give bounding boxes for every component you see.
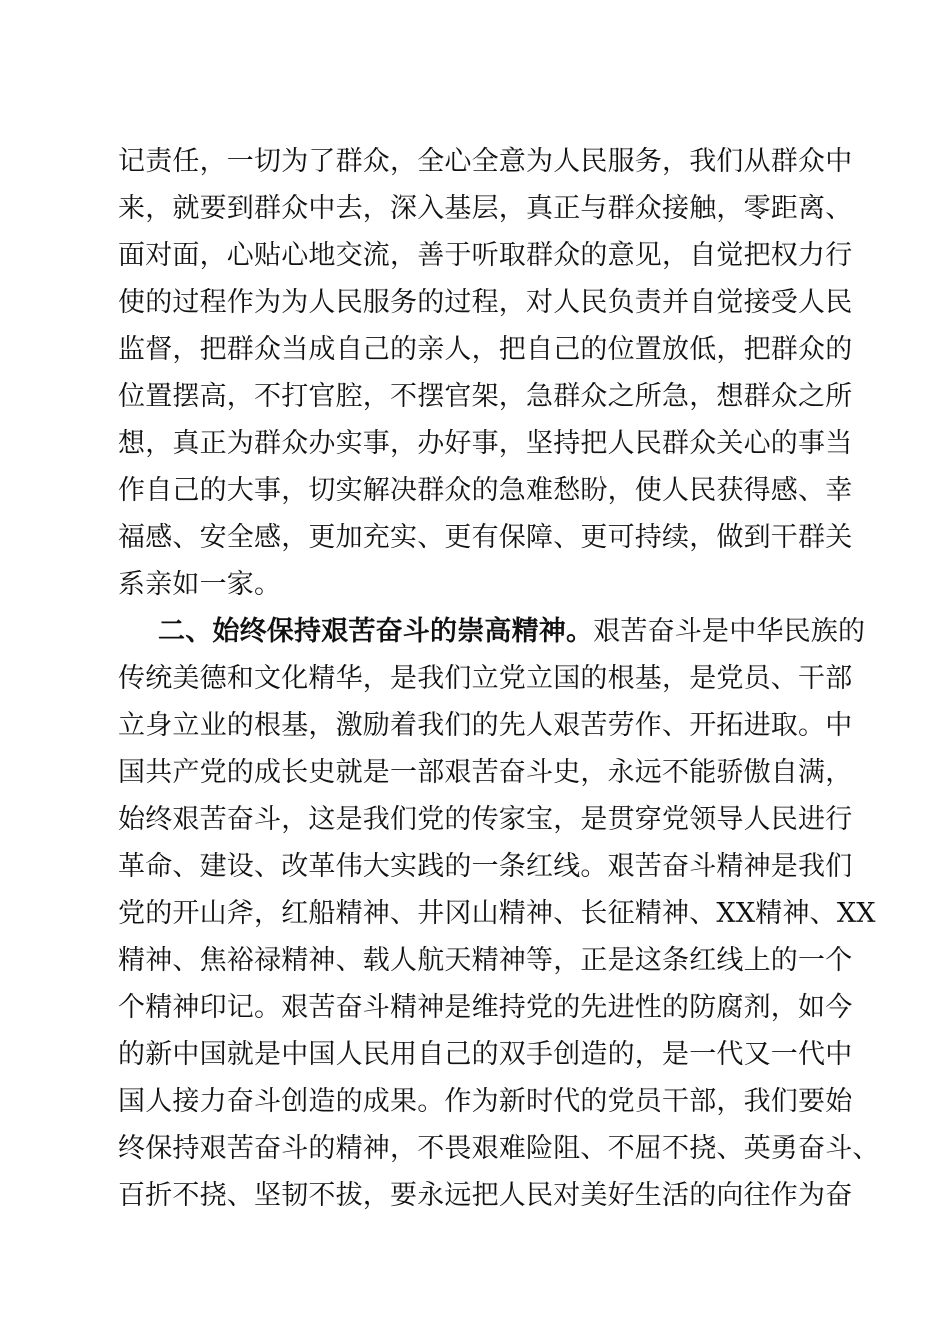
- paragraph-line: 百折不挠、坚韧不拔，要永远把人民对美好生活的向往作为奋: [118, 1180, 853, 1211]
- paragraph-line: 个精神印记。艰苦奋斗精神是维持党的先进性的防腐剂，如今: [118, 992, 853, 1023]
- paragraph-line: 位置摆高，不打官腔，不摆官架，急群众之所急，想群众之所: [118, 381, 853, 412]
- paragraph-line: 立身立业的根基，激励着我们的先人艰苦劳作、开拓进取。中: [118, 710, 853, 741]
- paragraph-line: 记责任，一切为了群众，全心全意为人民服务，我们从群众中: [118, 146, 853, 177]
- paragraph-line: 精神、焦裕禄精神、载人航天精神等，正是这条红线上的一个: [118, 945, 853, 976]
- paragraph-line: 使的过程作为为人民服务的过程，对人民负责并自觉接受人民: [118, 287, 853, 318]
- heading-tail-text: 艰苦奋斗是中华民族的: [593, 616, 866, 647]
- paragraph-line: 福感、安全感，更加充实、更有保障、更可持续，做到干群关: [118, 522, 853, 553]
- paragraph-line: 国人接力奋斗创造的成果。作为新时代的党员干部，我们要始: [118, 1086, 853, 1117]
- paragraph-line: 系亲如一家。: [118, 569, 282, 600]
- paragraph-line: 传统美德和文化精华，是我们立党立国的根基，是党员、干部: [118, 663, 853, 694]
- paragraph-line: 革命、建设、改革伟大实践的一条红线。艰苦奋斗精神是我们: [118, 851, 853, 882]
- section-heading-line: [158, 608, 866, 656]
- paragraph-line: 的新中国就是中国人民用自己的双手创造的，是一代又一代中: [118, 1039, 853, 1070]
- paragraph-line: 终保持艰苦奋斗的精神，不畏艰难险阻、不屈不挠、英勇奋斗、: [118, 1133, 880, 1164]
- paragraph-line: 面对面，心贴心地交流，善于听取群众的意见，自觉把权力行: [118, 240, 853, 271]
- paragraph-line: 党的开山斧，红船精神、井冈山精神、长征精神、XX精神、XX: [118, 898, 876, 929]
- paragraph-line: 来，就要到群众中去，深入基层，真正与群众接触，零距离、: [118, 193, 853, 224]
- section-heading: 二、始终保持艰苦奋斗的崇高精神。: [158, 616, 594, 647]
- paragraph-line: 国共产党的成长史就是一部艰苦奋斗史，永远不能骄傲自满，: [118, 757, 853, 788]
- paragraph-line: 作自己的大事，切实解决群众的急难愁盼，使人民获得感、幸: [118, 475, 853, 506]
- paragraph-line: 监督，把群众当成自己的亲人，把自己的位置放低，把群众的: [118, 334, 853, 365]
- paragraph-line: 始终艰苦奋斗，这是我们党的传家宝，是贯穿党领导人民进行: [118, 804, 853, 835]
- paragraph-line: 想，真正为群众办实事，办好事，坚持把人民群众关心的事当: [118, 428, 853, 459]
